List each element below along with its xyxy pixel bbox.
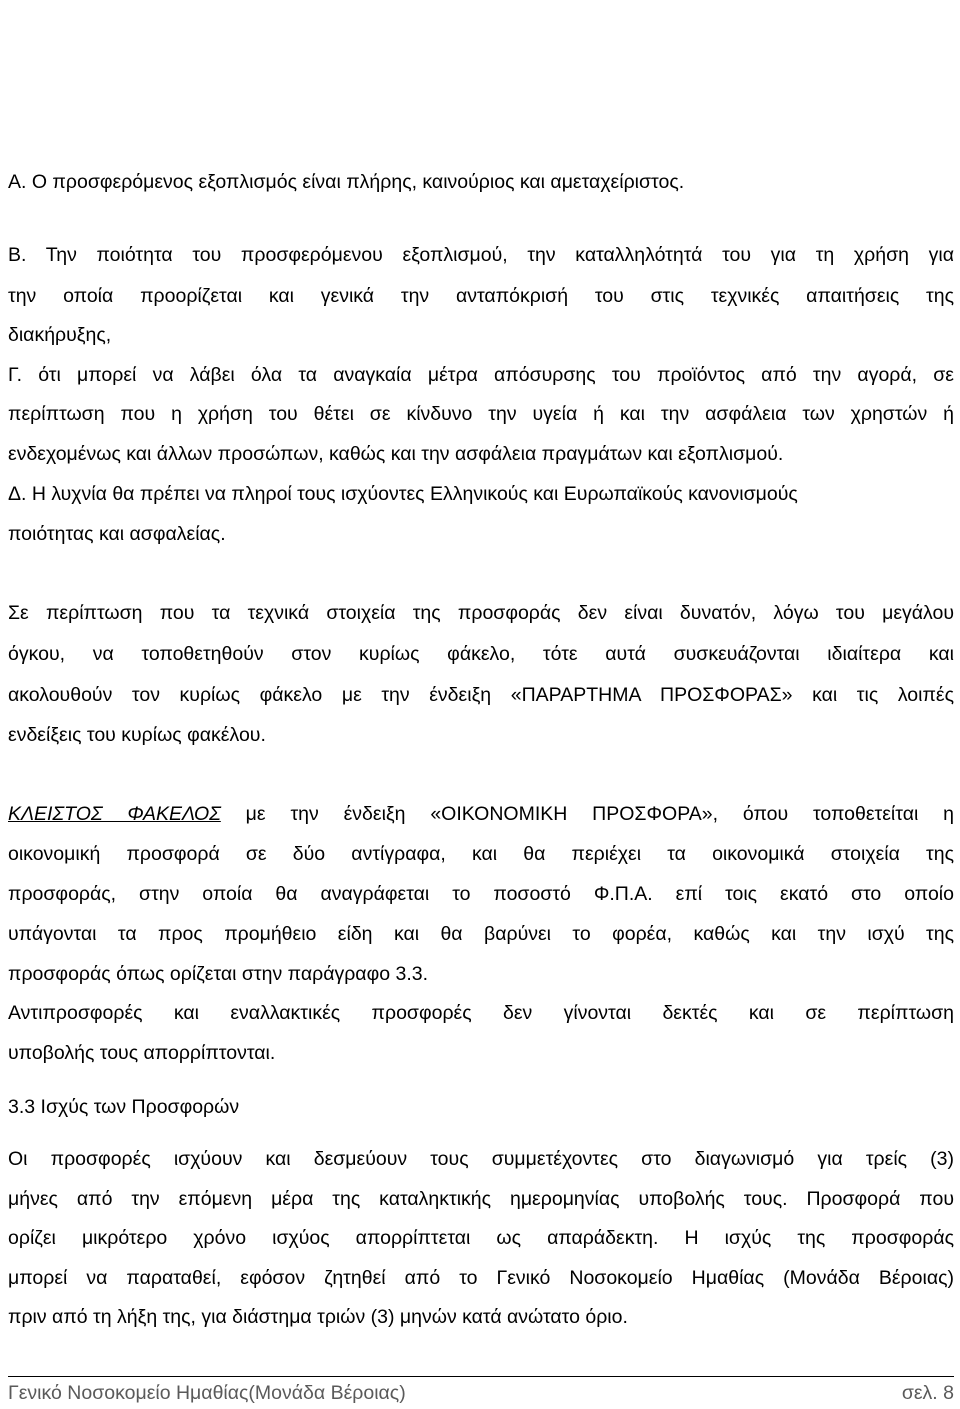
- annex-line1: Σε περίπτωση που τα τεχνικά στοιχεία της προσφοράς δεν είναι δυνατόν, λόγω του μεγάλου: [8, 602, 954, 624]
- validity-line3: ορίζει μικρότερο χρόνο ισχύος απορρίπτεται ως απαράδεκτη. Η ισχύς της προσφοράς: [8, 1227, 954, 1249]
- item-a: Α. Ο προσφερόμενος εξοπλισμός είναι πλήρης, καινούριος και αμεταχείριστος.: [8, 171, 685, 193]
- annex-line4: ενδείξεις του κυρίως φακέλου.: [8, 724, 266, 746]
- annex-line3: ακολουθούν τον κυρίως φάκελο με την ένδειξη «ΠΑΡΑΡΤΗΜΑ ΠΡΟΣΦΟΡΑΣ» και τις λοιπές: [8, 684, 954, 706]
- item-b-line1: Β. Την ποιότητα του προσφερόμενου εξοπλισμού, την καταλληλότητά του για τη χρήση για: [8, 244, 954, 266]
- page-footer: [8, 1376, 954, 1409]
- sealed-envelope-line3: προσφοράς, στην οποία θα αναγράφεται το ποσοστό Φ.Π.Α. επί τοις εκατό στο οποίο: [8, 883, 954, 905]
- annex-line2: όγκου, να τοποθετηθούν στον κυρίως φάκελο, τότε αυτά συσκευάζονται ιδιαίτερα και: [8, 643, 954, 665]
- validity-line1: Οι προσφορές ισχύουν και δεσμεύουν τους συμμετέχοντες στο διαγωνισμό για τρείς (3): [8, 1148, 954, 1170]
- sealed-envelope-text: με την ένδειξη «ΟΙΚΟΝΟΜΙΚΗ ΠΡΟΣΦΟΡΑ», όπου τοποθετείται η: [220, 803, 954, 825]
- item-b-line3: διακήρυξης,: [8, 324, 112, 346]
- validity-line5: πριν από τη λήξη της, για διάστημα τριών (3) μηνών κατά ανώτατο όριο.: [8, 1306, 628, 1328]
- footer-page-number: σελ. 8: [901, 1382, 954, 1404]
- sealed-envelope-line2: οικονομική προσφορά σε δύο αντίγραφα, και θα περιέχει τα οικονομικά στοιχεία της: [8, 843, 954, 865]
- item-g-line3: ενδεχομένως και άλλων προσώπων, καθώς και την ασφάλεια πραγμάτων και εξοπλισμού.: [8, 443, 784, 465]
- section-title: 3.3 Ισχύς των Προσφορών: [8, 1096, 240, 1118]
- item-g-line1: Γ. ότι μπορεί να λάβει όλα τα αναγκαία μέτρα απόσυρσης του προϊόντος από την αγορά, σε: [8, 364, 954, 386]
- item-d-line1: Δ. Η λυχνία θα πρέπει να πληροί τους ισχύοντες Ελληνικούς και Ευρωπαϊκούς κανονισμούς: [8, 483, 798, 505]
- sealed-envelope-line4: υπάγονται τα προς προμήθειο είδη και θα βαρύνει το φορέα, καθώς και την ισχύ της: [8, 923, 954, 945]
- item-d-line2: ποιότητας και ασφαλείας.: [8, 523, 226, 545]
- sealed-envelope-label: ΚΛΕΙΣΤΟΣ ΦΑΚΕΛΟΣ: [8, 803, 221, 825]
- validity-line4: μπορεί να παραταθεί, εφόσον ζητηθεί από το Γενικό Νοσοκομείο Ημαθίας (Μονάδα Βέροιας): [8, 1267, 954, 1289]
- counter-offers-line1: Αντιπροσφορές και εναλλακτικές προσφορές δεν γίνονται δεκτές και σε περίπτωση: [8, 1002, 954, 1024]
- sealed-envelope-line5: προσφοράς όπως ορίζεται στην παράγραφο 3.3.: [8, 963, 429, 985]
- footer-hospital-name: Γενικό Νοσοκομείο Ημαθίας(Μονάδα Βέροιας): [8, 1382, 406, 1404]
- item-b-line2: την οποία προορίζεται και γενικά την ανταπόκρισή του στις τεχνικές απαιτήσεις της: [8, 285, 954, 307]
- validity-line2: μήνες από την επόμενη μέρα της καταληκτικής ημερομηνίας υποβολής τους. Προσφορά που: [8, 1188, 954, 1210]
- counter-offers-line2: υποβολής τους απορρίπτονται.: [8, 1042, 276, 1064]
- item-g-line2: περίπτωση που η χρήση του θέτει σε κίνδυνο την υγεία ή και την ασφάλεια των χρηστών ή: [8, 403, 954, 425]
